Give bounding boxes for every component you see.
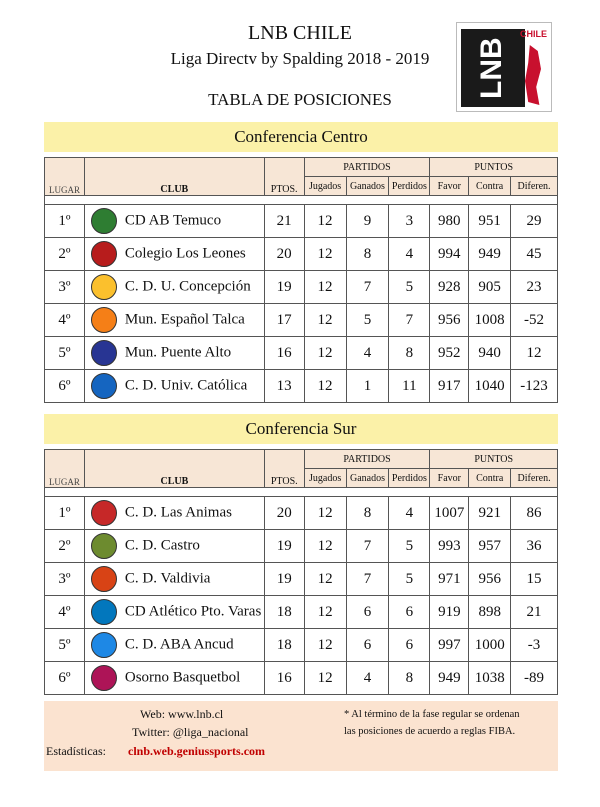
cell-ptos: 19 — [264, 271, 304, 304]
cell-ptos: 18 — [264, 629, 304, 662]
cell-perdidos: 8 — [389, 337, 430, 370]
cell-contra: 949 — [469, 238, 511, 271]
col-group-puntos: PUNTOS — [430, 450, 558, 469]
club-logo-icon — [91, 340, 117, 366]
cell-ganados: 6 — [346, 596, 389, 629]
cell-favor: 1007 — [430, 497, 469, 530]
cell-ptos: 17 — [264, 304, 304, 337]
col-favor: Favor — [430, 177, 469, 196]
club-logo-icon — [91, 566, 117, 592]
club-logo-icon — [91, 500, 117, 526]
standings-table-sur — [44, 449, 558, 695]
cell-perdidos: 5 — [389, 530, 430, 563]
col-ptos: PTOS. — [264, 450, 304, 488]
cell-ptos: 20 — [264, 238, 304, 271]
chile-map-icon — [525, 45, 541, 105]
club-logo-icon — [91, 373, 117, 399]
cell-favor: 971 — [430, 563, 469, 596]
conference-sur-title: Conferencia Sur — [44, 414, 558, 444]
cell-ptos: 18 — [264, 596, 304, 629]
col-ganados: Ganados — [346, 177, 389, 196]
cell-jugados: 12 — [304, 370, 346, 403]
cell-ganados: 8 — [346, 497, 389, 530]
lnb-logo-text: LNB — [461, 29, 525, 107]
table-row — [45, 530, 558, 563]
table-row — [45, 337, 558, 370]
club-logo-icon — [91, 533, 117, 559]
cell-diferen: 45 — [511, 238, 558, 271]
cell-perdidos: 6 — [389, 596, 430, 629]
cell-perdidos: 4 — [389, 497, 430, 530]
col-contra: Contra — [469, 177, 511, 196]
cell-club — [84, 497, 264, 530]
cell-favor: 994 — [430, 238, 469, 271]
cell-pos: 1º — [45, 497, 85, 530]
club-logo-icon — [91, 665, 117, 691]
col-club: CLUB — [84, 450, 264, 488]
cell-pos: 1º — [45, 205, 85, 238]
cell-pos: 5º — [45, 629, 85, 662]
cell-perdidos: 11 — [389, 370, 430, 403]
cell-favor: 952 — [430, 337, 469, 370]
cell-perdidos: 5 — [389, 271, 430, 304]
club-name: Mun. Puente Alto — [124, 344, 232, 361]
cell-pos: 3º — [45, 271, 85, 304]
table-row — [45, 238, 558, 271]
table-body-sur — [45, 497, 558, 695]
cell-jugados: 12 — [304, 205, 346, 238]
cell-jugados: 12 — [304, 530, 346, 563]
table-header-sur — [45, 450, 558, 497]
cell-contra: 956 — [469, 563, 511, 596]
header-spacer — [45, 488, 558, 497]
cell-contra: 1008 — [469, 304, 511, 337]
cell-ganados: 1 — [346, 370, 389, 403]
col-contra: Contra — [469, 469, 511, 488]
cell-perdidos: 4 — [389, 238, 430, 271]
club-logo-icon — [91, 208, 117, 234]
table-row — [45, 370, 558, 403]
club-name: Colegio Los Leones — [124, 245, 246, 262]
cell-favor: 917 — [430, 370, 469, 403]
cell-favor: 928 — [430, 271, 469, 304]
cell-diferen: -52 — [511, 304, 558, 337]
cell-contra: 905 — [469, 271, 511, 304]
cell-contra: 898 — [469, 596, 511, 629]
table-row — [45, 563, 558, 596]
table-row — [45, 629, 558, 662]
cell-jugados: 12 — [304, 497, 346, 530]
col-lugar: LUGAR — [45, 450, 85, 488]
col-ptos: PTOS. — [264, 158, 304, 196]
cell-club — [84, 238, 264, 271]
cell-favor: 997 — [430, 629, 469, 662]
cell-ganados: 7 — [346, 530, 389, 563]
club-logo-icon — [91, 274, 117, 300]
cell-diferen: 29 — [511, 205, 558, 238]
table-row — [45, 497, 558, 530]
cell-contra: 1000 — [469, 629, 511, 662]
cell-jugados: 12 — [304, 662, 346, 695]
page-title: LNB CHILE — [248, 22, 352, 44]
cell-ptos: 20 — [264, 497, 304, 530]
cell-perdidos: 3 — [389, 205, 430, 238]
lnb-logo-subtext: CHILE — [520, 29, 547, 39]
club-name: C. D. Univ. Católica — [124, 377, 248, 394]
standings-table-centro — [44, 157, 558, 403]
table-body-centro — [45, 205, 558, 403]
cell-club — [84, 629, 264, 662]
cell-club — [84, 337, 264, 370]
cell-favor: 980 — [430, 205, 469, 238]
col-group-partidos: PARTIDOS — [304, 450, 430, 469]
club-name: C. D. U. Concepción — [124, 278, 251, 295]
cell-club — [84, 205, 264, 238]
cell-contra: 1038 — [469, 662, 511, 695]
cell-favor: 949 — [430, 662, 469, 695]
cell-perdidos: 7 — [389, 304, 430, 337]
footer-note-line1: * Al término de la fase regular se ordenan — [344, 709, 520, 720]
club-name: C. D. Valdivia — [124, 570, 211, 587]
club-name: Osorno Basquetbol — [124, 669, 241, 686]
cell-ganados: 6 — [346, 629, 389, 662]
club-logo-icon — [91, 599, 117, 625]
cell-diferen: 21 — [511, 596, 558, 629]
cell-jugados: 12 — [304, 238, 346, 271]
cell-club — [84, 271, 264, 304]
conference-centro-title: Conferencia Centro — [44, 122, 558, 152]
cell-diferen: 15 — [511, 563, 558, 596]
table-row — [45, 304, 558, 337]
cell-diferen: 23 — [511, 271, 558, 304]
cell-pos: 2º — [45, 530, 85, 563]
cell-club — [84, 596, 264, 629]
footer-stats-link[interactable]: clnb.web.geniussports.com — [128, 744, 266, 758]
cell-ptos: 19 — [264, 563, 304, 596]
page-footer — [44, 701, 558, 771]
cell-jugados: 12 — [304, 337, 346, 370]
club-name: C. D. Castro — [124, 537, 200, 554]
cell-ptos: 19 — [264, 530, 304, 563]
page-header — [0, 0, 600, 118]
cell-pos: 4º — [45, 304, 85, 337]
cell-jugados: 12 — [304, 271, 346, 304]
cell-ganados: 7 — [346, 271, 389, 304]
cell-pos: 6º — [45, 662, 85, 695]
cell-perdidos: 8 — [389, 662, 430, 695]
cell-ganados: 5 — [346, 304, 389, 337]
club-logo-icon — [91, 241, 117, 267]
col-perdidos: Perdidos — [389, 469, 430, 488]
cell-pos: 5º — [45, 337, 85, 370]
cell-jugados: 12 — [304, 596, 346, 629]
footer-stats-label: Estadísticas: — [46, 744, 106, 758]
club-name: CD AB Temuco — [124, 212, 222, 229]
cell-diferen: -123 — [511, 370, 558, 403]
cell-jugados: 12 — [304, 563, 346, 596]
cell-ptos: 21 — [264, 205, 304, 238]
cell-diferen: 36 — [511, 530, 558, 563]
cell-diferen: -3 — [511, 629, 558, 662]
cell-favor: 956 — [430, 304, 469, 337]
club-logo-icon — [91, 307, 117, 333]
header-spacer — [45, 196, 558, 205]
cell-ganados: 4 — [346, 337, 389, 370]
cell-ptos: 16 — [264, 662, 304, 695]
cell-club — [84, 304, 264, 337]
club-logo-icon — [91, 632, 117, 658]
footer-twitter: Twitter: @liga_nacional — [132, 725, 249, 739]
cell-perdidos: 6 — [389, 629, 430, 662]
cell-contra: 957 — [469, 530, 511, 563]
cell-pos: 6º — [45, 370, 85, 403]
cell-favor: 993 — [430, 530, 469, 563]
cell-favor: 919 — [430, 596, 469, 629]
table-header-centro — [45, 158, 558, 205]
cell-club — [84, 662, 264, 695]
cell-club — [84, 563, 264, 596]
cell-jugados: 12 — [304, 629, 346, 662]
lnb-logo — [456, 22, 552, 112]
col-perdidos: Perdidos — [389, 177, 430, 196]
cell-diferen: 86 — [511, 497, 558, 530]
col-ganados: Ganados — [346, 469, 389, 488]
col-jugados: Jugados — [304, 177, 346, 196]
table-row — [45, 205, 558, 238]
cell-ganados: 8 — [346, 238, 389, 271]
cell-contra: 1040 — [469, 370, 511, 403]
table-row — [45, 662, 558, 695]
col-diferen: Diferen. — [511, 469, 558, 488]
table-title: TABLA DE POSICIONES — [208, 90, 392, 109]
cell-ptos: 13 — [264, 370, 304, 403]
col-group-puntos: PUNTOS — [430, 158, 558, 177]
cell-perdidos: 5 — [389, 563, 430, 596]
cell-contra: 940 — [469, 337, 511, 370]
col-jugados: Jugados — [304, 469, 346, 488]
cell-diferen: 12 — [511, 337, 558, 370]
cell-jugados: 12 — [304, 304, 346, 337]
cell-pos: 2º — [45, 238, 85, 271]
col-favor: Favor — [430, 469, 469, 488]
club-name: C. D. ABA Ancud — [124, 636, 234, 653]
table-row — [45, 596, 558, 629]
cell-ganados: 4 — [346, 662, 389, 695]
club-name: CD Atlético Pto. Varas — [124, 603, 262, 620]
league-subtitle: Liga Directv by Spalding 2018 - 2019 — [170, 49, 430, 68]
cell-club — [84, 530, 264, 563]
cell-contra: 921 — [469, 497, 511, 530]
cell-diferen: -89 — [511, 662, 558, 695]
col-group-partidos: PARTIDOS — [304, 158, 430, 177]
cell-ptos: 16 — [264, 337, 304, 370]
col-lugar: LUGAR — [45, 158, 85, 196]
cell-ganados: 9 — [346, 205, 389, 238]
footer-web: Web: www.lnb.cl — [140, 707, 224, 721]
table-row — [45, 271, 558, 304]
cell-contra: 951 — [469, 205, 511, 238]
cell-club — [84, 370, 264, 403]
col-club: CLUB — [84, 158, 264, 196]
footer-note-line2: las posiciones de acuerdo a reglas FIBA. — [344, 726, 516, 737]
cell-pos: 3º — [45, 563, 85, 596]
club-name: C. D. Las Animas — [124, 504, 232, 521]
cell-ganados: 7 — [346, 563, 389, 596]
cell-pos: 4º — [45, 596, 85, 629]
col-diferen: Diferen. — [511, 177, 558, 196]
club-name: Mun. Español Talca — [124, 311, 245, 328]
